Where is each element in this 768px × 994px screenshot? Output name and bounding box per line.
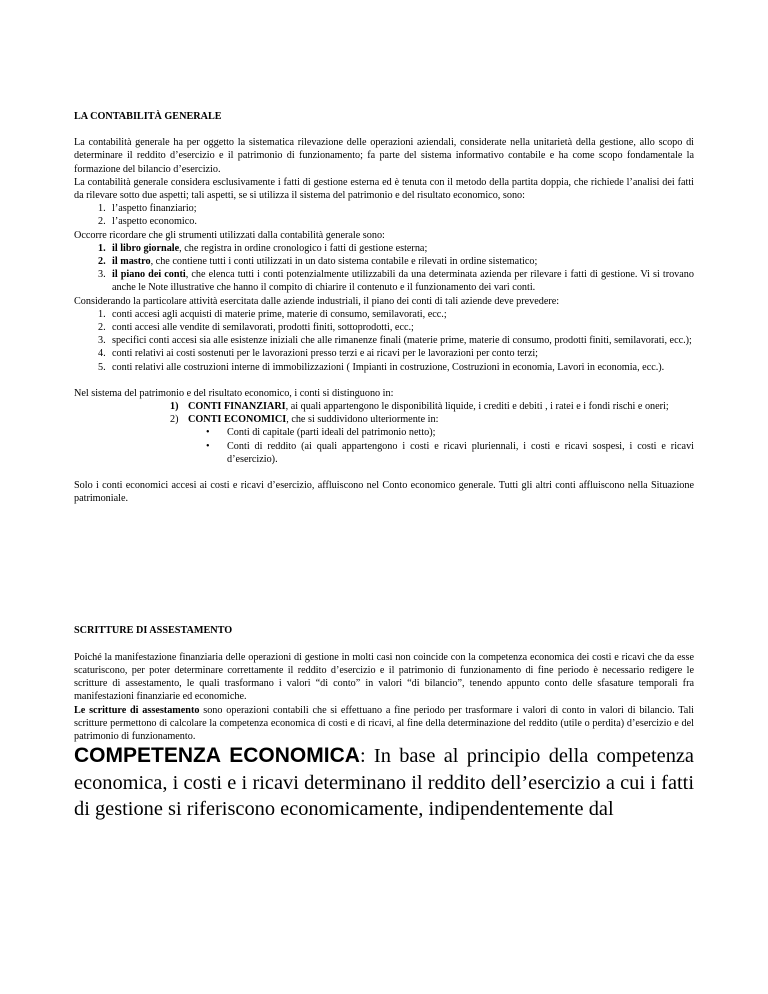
list-item: 2. l’aspetto economico. — [98, 216, 197, 228]
list-item: 1. conti accesi agli acquisti di materie prime, materie di consumo, semilavorati, ecc.; — [98, 308, 447, 320]
list-item: 1) CONTI FINANZIARI, ai quali appartengono le disponibilità liquide, i crediti e debiti , i ratei e i fondi rischi e oneri; — [170, 401, 669, 413]
paragraph: Poiché la manifestazione finanziaria delle operazioni di gestione in molti casi non coincide con la competenza economica dei costi e ricavi che da esse scaturiscono, per poter determinare correttamente il reddito d’esercizio e il patrimonio di funzionamento di fine periodo è necessario redigere le scritture di assestamento, le quali trasformano i valori “di conto” in valori “di bilancio”, tenendo appunto conto delle sfasature temporali fra manifestazioni finanziarie ed economiche. — [74, 651, 694, 703]
list-item: • Conti di reddito (ai quali appartengono i costi e ricavi pluriennali, i costi e ricavi sospesi, i costi e ricavi d’esercizio). — [206, 440, 694, 465]
paragraph: La contabilità generale considera esclusivamente i fatti di gestione esterna ed è tenuta con il metodo della partita doppia, che richiede l’analisi dei fatti da rilevare sotto due aspetti; tali aspetti, se si utilizza il sistema del patrimonio e del risultato economico, sono: — [74, 176, 694, 202]
list-item: 2. il mastro, che contiene tutti i conti utilizzati in un dato sistema contabile e rilevati in ordine sistematico; — [98, 256, 538, 268]
list-item: 1. l’aspetto finanziario; — [98, 203, 197, 215]
tools-list — [74, 242, 694, 295]
paragraph-large: COMPETENZA ECONOMICA: In base al principio della competenza economica, i costi e i ricavi determinano il reddito dell’esercizio a cui i fatti di gestione si riferiscono economicamente, indipendentemente dal — [74, 744, 694, 821]
account-subtypes-list — [74, 426, 694, 466]
account-types-list — [74, 400, 694, 426]
list-item: 3. specifici conti accesi sia alle esistenze iniziali che alle rimanenze finali (materie prime, materie di consumo, prodotti finiti, semilavorati, ecc.); — [98, 335, 692, 347]
section-title-contabilita: LA CONTABILITÀ GENERALE — [74, 111, 222, 122]
bullet-icon: • — [206, 440, 210, 452]
paragraph: Occorre ricordare che gli strumenti utilizzati dalla contabilità generale sono: — [74, 229, 385, 241]
document-page — [74, 0, 694, 823]
list-item: • Conti di capitale (parti ideali del patrimonio netto); — [206, 427, 436, 439]
bullet-icon: • — [206, 427, 210, 439]
paragraph: La contabilità generale ha per oggetto la sistematica rilevazione delle operazioni aziendali, considerate nella unitarietà della gestione, allo scopo di determinare il reddito d’esercizio e il patrimonio di funzionamento; fa parte del sistema informativo contabile e ha come scopo fondamentale la formazione del bilancio d’esercizio. — [74, 137, 694, 175]
list-item: 5. conti relativi alle costruzioni interne di immobilizzazioni ( Impianti in costruzione, Costruzioni in economia, Lavori in economia, ecc.). — [98, 361, 665, 373]
paragraph: Nel sistema del patrimonio e del risultato economico, i conti si distinguono in: — [74, 387, 394, 399]
list-item: 1. il libro giornale, che registra in ordine cronologico i fatti di gestione esterna; — [98, 242, 428, 254]
list-item: 2. conti accesi alle vendite di semilavorati, prodotti finiti, sottoprodotti, ecc.; — [98, 322, 414, 334]
aspects-list — [74, 202, 694, 228]
paragraph: Considerando la particolare attività esercitata dalle aziende industriali, il piano dei conti di tali aziende deve prevedere: — [74, 295, 560, 307]
list-item: 3. il piano dei conti, che elenca tutti i conti potenzialmente utilizzabili da una determinata azienda per rilevare i fatti di gestione. Vi si trovano anche le Note illustrative che hanno il compito di chiarire il contenuto e il funzionamento dei vari conti. — [98, 269, 694, 294]
accounts-list — [74, 308, 694, 374]
section-title-assestamento: SCRITTURE DI ASSESTAMENTO — [74, 625, 233, 637]
list-item: 4. conti relativi ai costi sostenuti per le lavorazioni presso terzi e ai ricavi per le lavorazioni per conto terzi; — [98, 348, 539, 360]
list-item: 2) CONTI ECONOMICI, che si suddividono ulteriormente in: — [170, 414, 439, 426]
paragraph: Le scritture di assestamento sono operazioni contabili che si effettuano a fine periodo per trasformare i valori di conto in valori di bilancio. Tali scritture permettono di calcolare la competenza economica di costi e di ricavi, al fine della determinazione del reddito (utile o perdita) d’esercizio e del patrimonio di funzionamento. — [74, 704, 694, 742]
paragraph: Solo i conti economici accesi ai costi e ricavi d’esercizio, affluiscono nel Conto economico generale. Tutti gli altri conti affluiscono nella Situazione patrimoniale. — [74, 480, 694, 505]
